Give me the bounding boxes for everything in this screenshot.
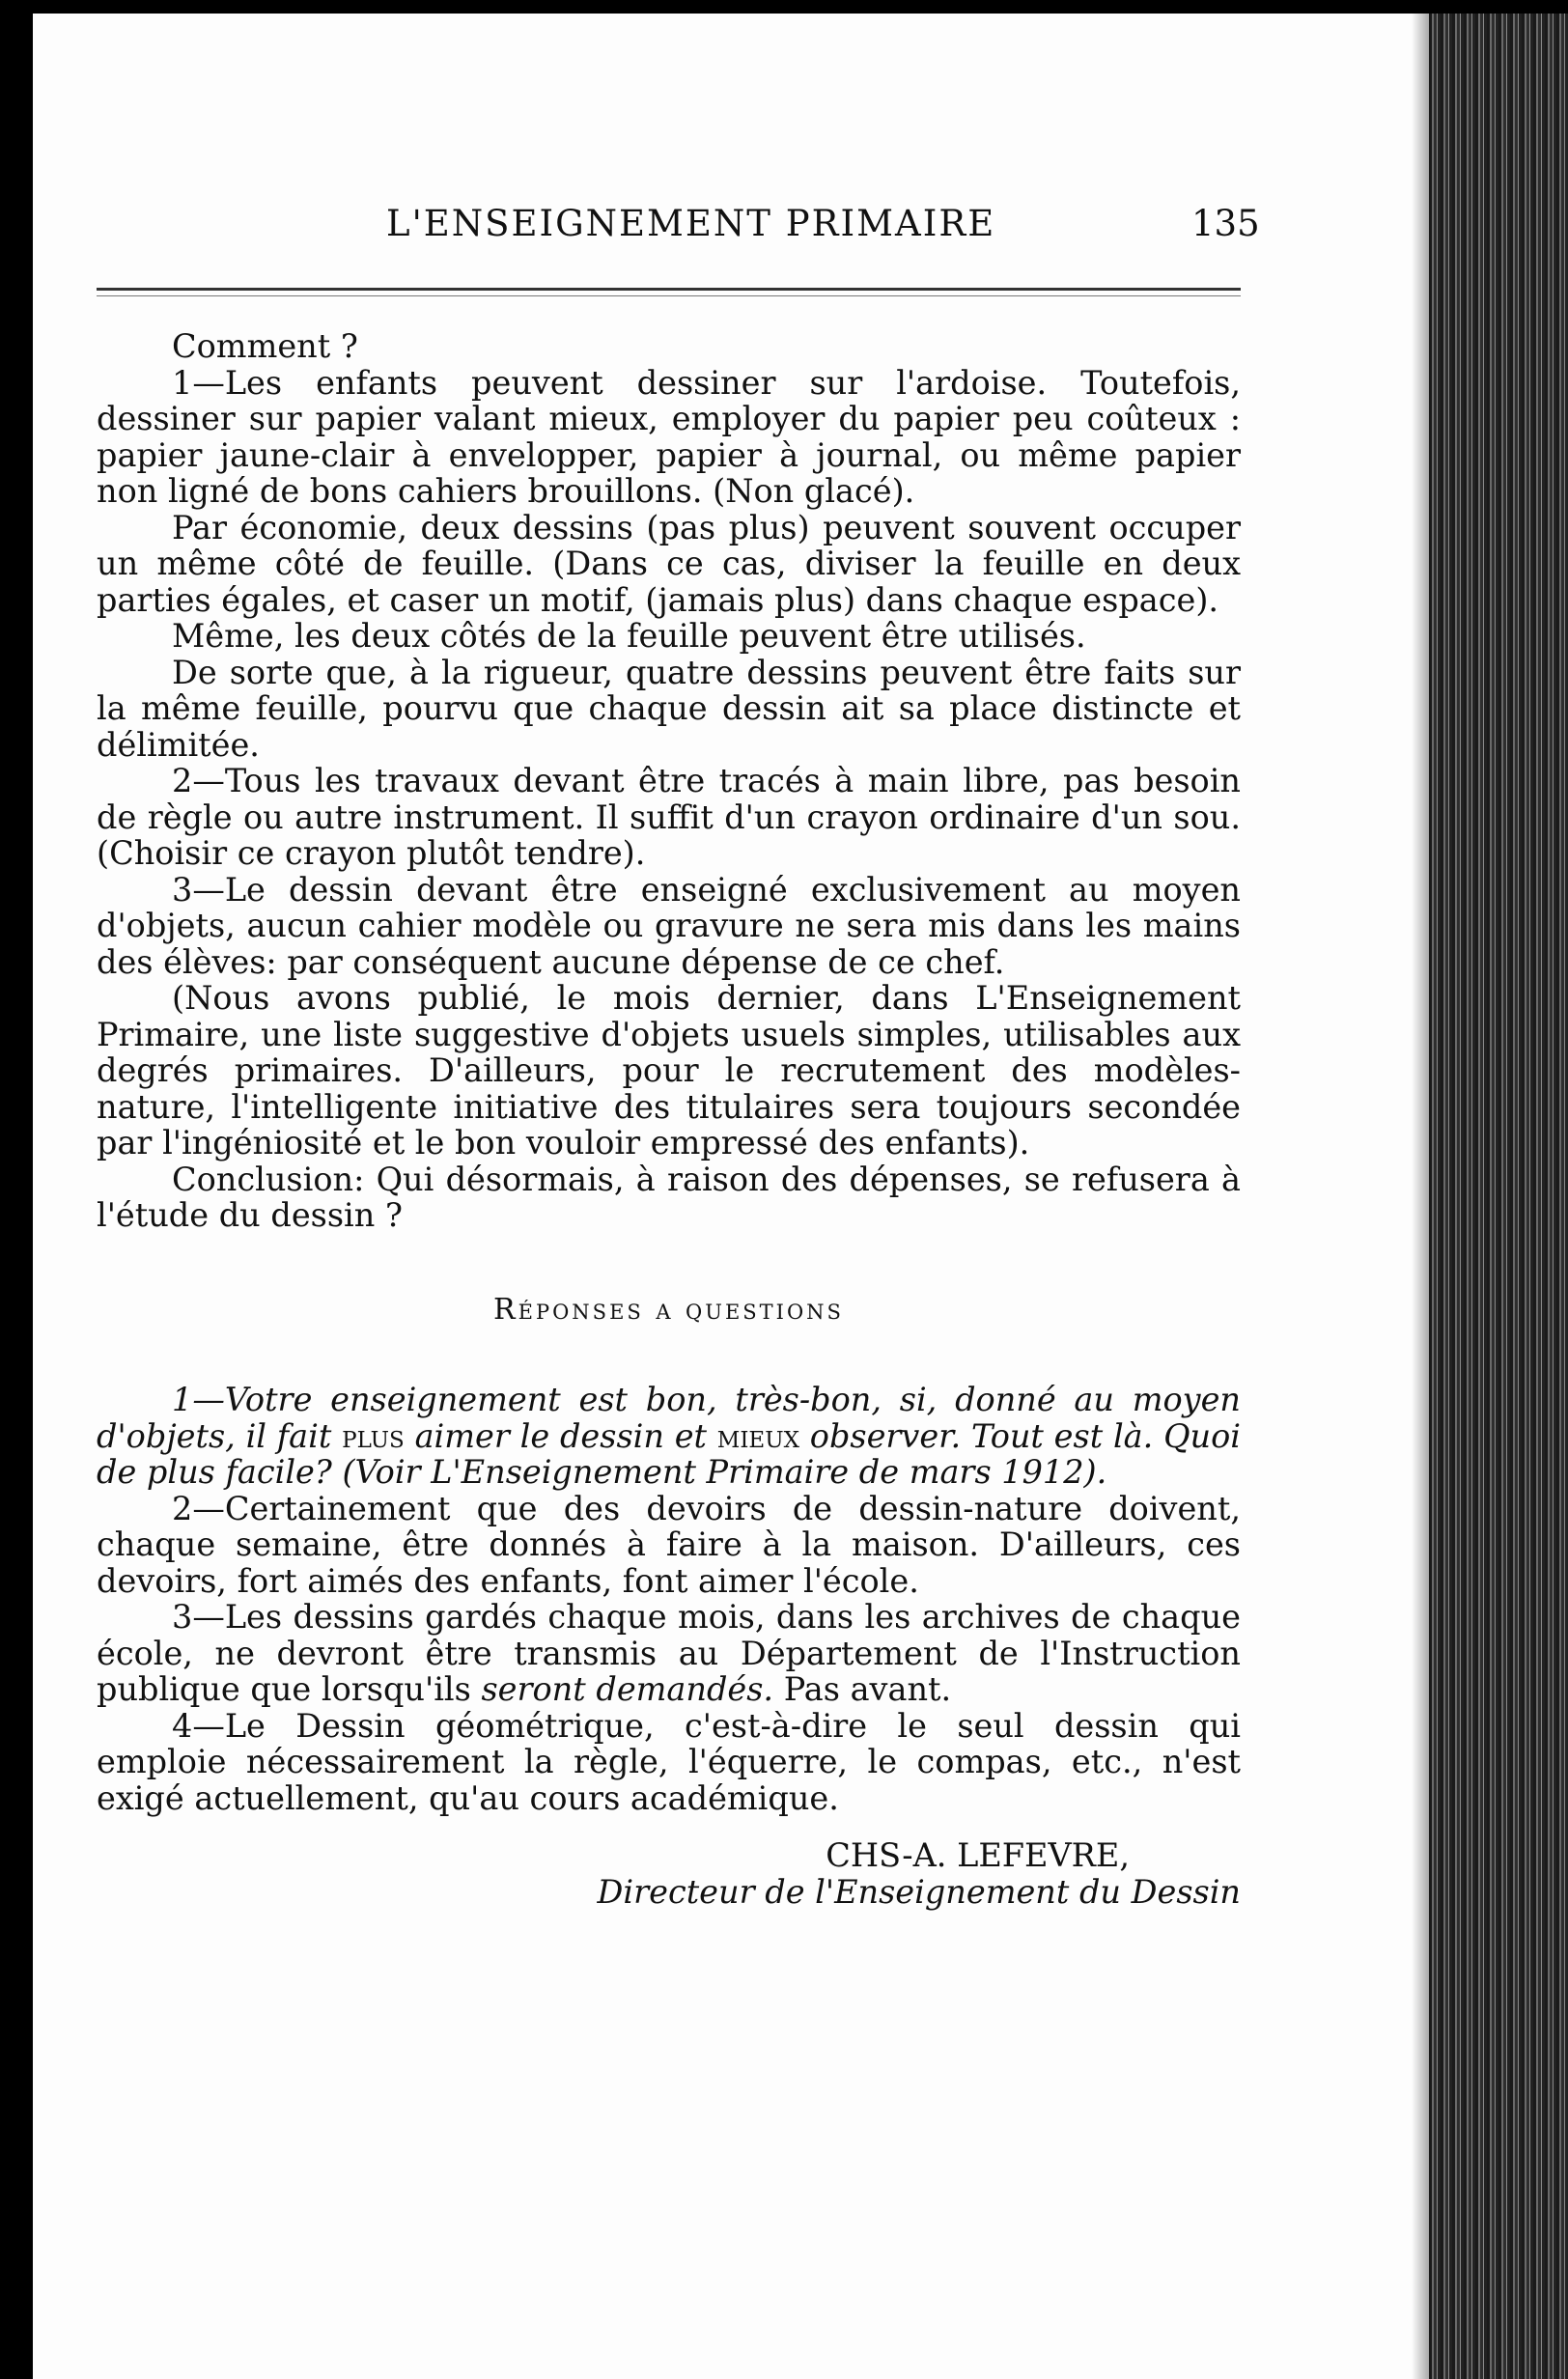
answer-1-italic: observer. Tout est là. Quoi de plus facile? (Voir L'Enseignement Primaire de mars 1912). bbox=[97, 1416, 1241, 1491]
page-number: 135 bbox=[1191, 203, 1260, 244]
paragraph: Par économie, deux dessins (pas plus) peuvent souvent occuper un même côté de feuille. (Dans ce cas, diviser la feuille en deux parties égales, et caser un motif, (jamais plus) dans chaque espace). bbox=[97, 508, 1241, 619]
answer-1-italic: aimer le dessin et bbox=[414, 1416, 707, 1455]
paragraph: 1—Les enfants peuvent dessiner sur l'ardoise. Toutefois, dessiner sur papier valant mieux, employer du papier peu coûteux : papier jaune-clair à envelopper, papier à journal, ou même papier non ligné de bons cahiers brouillons. (Non glacé). bbox=[97, 363, 1241, 510]
book-page-edges bbox=[1429, 14, 1568, 2379]
answer-1 bbox=[97, 1382, 1241, 1491]
paragraph: 3—Le dessin devant être enseigné exclusivement au moyen d'objets, aucun cahier modèle ou gravure ne sera mis dans les mains des élèves: par conséquent aucune dépense de ce chef. bbox=[97, 870, 1241, 981]
signature-name: CHS-A. LEFEVRE, bbox=[826, 1836, 1130, 1874]
paragraph: Même, les deux côtés de la feuille peuvent être utilisés. bbox=[172, 617, 1086, 655]
section-heading: Réponses a questions bbox=[493, 1292, 844, 1327]
answer-4: 4—Le Dessin géométrique, c'est-à-dire le seul dessin qui emploie nécessairement la règle, l'équerre, le compas, etc., n'est exigé actuellement, qu'au cours académique. bbox=[97, 1706, 1241, 1817]
paragraph: Conclusion: Qui désormais, à raison des dépenses, se refusera à l'étude du dessin ? bbox=[97, 1160, 1241, 1234]
header-rule-thin bbox=[97, 295, 1241, 296]
signature-title: Directeur de l'Enseignement du Dessin bbox=[597, 1872, 1241, 1911]
answer-2: 2—Certainement que des devoirs de dessin-nature doivent, chaque semaine, être donnés à faire à la maison. D'ailleurs, ces devoirs, fort aimés des enfants, font aimer l'école. bbox=[97, 1489, 1241, 1600]
answer-1-smallcaps: mieux bbox=[716, 1416, 799, 1455]
page-body bbox=[97, 328, 1241, 1910]
scan-border-left bbox=[0, 0, 33, 2379]
answer-3-tail: Pas avant. bbox=[783, 1670, 952, 1708]
paragraph: 2—Tous les travaux devant être tracés à main libre, pas besoin de règle ou autre instrument. Il suffit d'un crayon ordinaire d'un sou. (Choisir ce crayon plutôt tendre). bbox=[97, 762, 1241, 872]
paragraph: Comment ? bbox=[172, 327, 358, 365]
answer-1-italic: 1—Votre enseignement est bon, très-bon, si, donné au moyen d'objets, il fait bbox=[97, 1381, 1241, 1455]
scan-border-top bbox=[0, 0, 1568, 14]
answer-3-text: 3—Les dessins gardés chaque mois, dans les archives de chaque école, ne devront être transmis au Département de l'Instruction publique que lorsqu'ils bbox=[97, 1598, 1241, 1708]
answer-3-italic: seront demandés. bbox=[481, 1670, 774, 1708]
answer-1-smallcaps: plus bbox=[342, 1416, 405, 1455]
running-title: L'ENSEIGNEMENT PRIMAIRE bbox=[386, 203, 996, 244]
paragraph: De sorte que, à la rigueur, quatre dessins peuvent être faits sur la même feuille, pourvu que chaque dessin ait sa place distincte et délimitée. bbox=[97, 653, 1241, 764]
paragraph: (Nous avons publié, le mois dernier, dans L'Enseignement Primaire, une liste suggestive d'objets usuels simples, utilisables aux degrés primaires. D'ailleurs, pour le recrutement des modèles-nature, l'intelligente initiative des titulaires sera toujours secondée par l'ingéniosité et le bon vouloir empressé des enfants). bbox=[97, 979, 1241, 1162]
header-rule bbox=[97, 288, 1241, 291]
answer-3 bbox=[97, 1599, 1241, 1708]
